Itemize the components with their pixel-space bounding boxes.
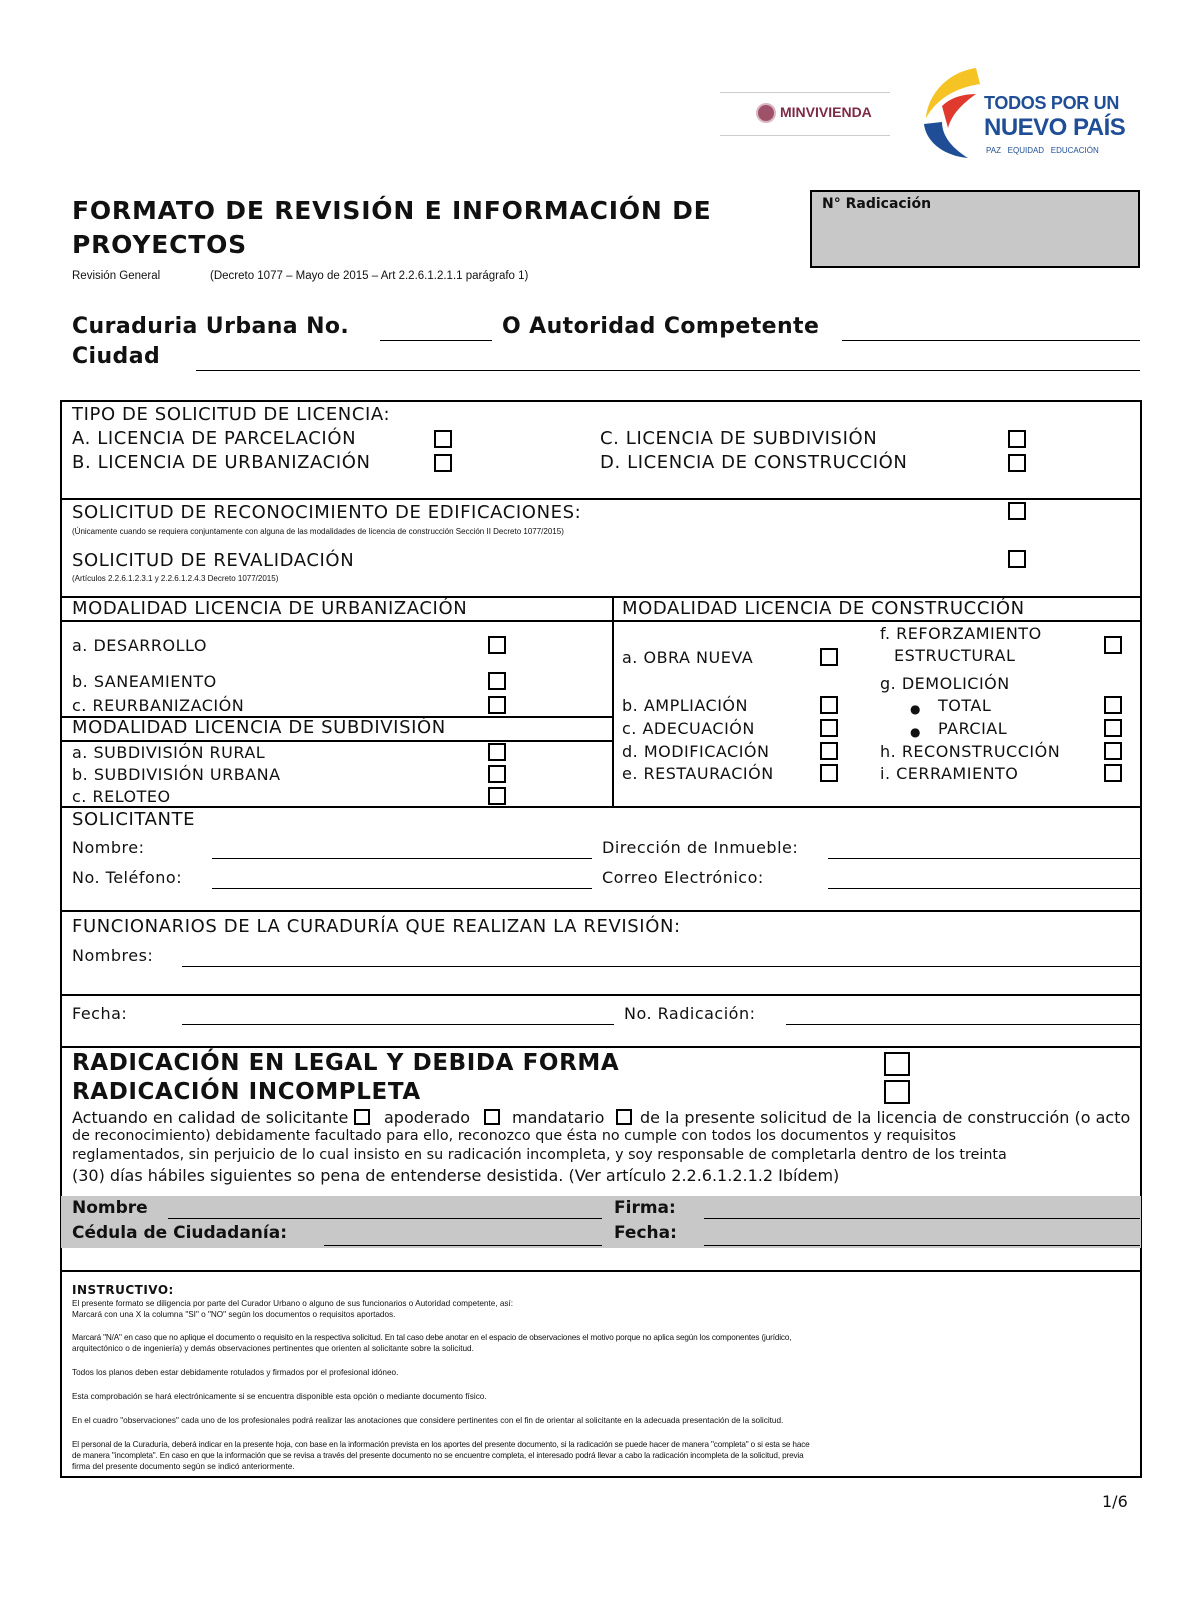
instructivo-line: Esta comprobación se hará electrónicamente si se encuentra disponible esta opción o mediante documento físico. bbox=[72, 1392, 487, 1401]
autoridad-label: O Autoridad Competente bbox=[502, 314, 820, 339]
instructivo-line: En el cuadro "observaciones" cada uno de los profesionales podrá realizar las anotaciones que considere pertinentes con el fin de orientar al solicitante en la adecuada presentación de la solicitud. bbox=[72, 1416, 784, 1425]
radicacion-box-label: N° Radicación bbox=[822, 196, 932, 212]
urbanizacion-saneamiento-checkbox[interactable] bbox=[488, 672, 506, 690]
funcionarios-radicacion-field[interactable] bbox=[786, 1024, 1140, 1025]
firma-fecha-field[interactable] bbox=[704, 1245, 1140, 1246]
subdivision-item: b. SUBDIVISIÓN URBANA bbox=[72, 765, 281, 784]
radicacion-legal-label: RADICACIÓN EN LEGAL Y DEBIDA FORMA bbox=[72, 1050, 620, 1076]
revalidacion-note: (Artículos 2.2.6.1.2.3.1 y 2.2.6.1.2.4.3 Decreto 1077/2015) bbox=[72, 574, 279, 583]
radicacion-p1d: de la presente solicitud de la licencia de construcción (o acto bbox=[640, 1108, 1131, 1127]
bullet-icon: ● bbox=[910, 702, 921, 716]
page-number: 1/6 bbox=[1102, 1492, 1128, 1511]
bullet-icon: ● bbox=[910, 725, 921, 739]
radicacion-p1b: apoderado bbox=[384, 1108, 471, 1127]
mandatario-checkbox[interactable] bbox=[616, 1109, 632, 1125]
construccion-e-label: e. RESTAURACIÓN bbox=[622, 764, 774, 783]
funcionarios-nombres-label: Nombres: bbox=[72, 946, 154, 965]
construccion-b-label: b. AMPLIACIÓN bbox=[622, 696, 748, 715]
reconocimiento-heading: SOLICITUD DE RECONOCIMIENTO DE EDIFICACIONES: bbox=[72, 502, 582, 523]
radicacion-incompleta-label: RADICACIÓN INCOMPLETA bbox=[72, 1079, 421, 1105]
divider bbox=[60, 620, 1142, 622]
tipo-c-checkbox[interactable] bbox=[1008, 430, 1026, 448]
construccion-modificacion-checkbox[interactable] bbox=[820, 742, 838, 760]
minvivienda-seal-icon bbox=[756, 103, 776, 123]
radicacion-legal-checkbox[interactable] bbox=[884, 1052, 910, 1076]
construccion-f1-label: f. REFORZAMIENTO bbox=[880, 624, 1042, 643]
divider bbox=[60, 1046, 1142, 1048]
construccion-a-label: a. OBRA NUEVA bbox=[622, 648, 754, 667]
subdivision-heading: MODALIDAD LICENCIA DE SUBDIVISIÓN bbox=[72, 717, 446, 738]
construccion-f2-label: ESTRUCTURAL bbox=[894, 646, 1016, 665]
construccion-total-label: TOTAL bbox=[938, 696, 992, 715]
firma-cedula-label: Cédula de Ciudadanía: bbox=[72, 1223, 287, 1243]
funcionarios-nombres-field[interactable] bbox=[182, 966, 1140, 967]
subdivision-item: a. SUBDIVISIÓN RURAL bbox=[72, 743, 266, 762]
gov-logo-line3: PAZ EQUIDAD EDUCACIÓN bbox=[986, 146, 1099, 155]
subtitle-revision: Revisión General bbox=[72, 270, 161, 282]
solicitante-role-checkbox[interactable] bbox=[354, 1109, 370, 1125]
subdivision-item: c. RELOTEO bbox=[72, 787, 171, 806]
construccion-h-label: h. RECONSTRUCCIÓN bbox=[880, 742, 1061, 761]
funcionarios-heading: FUNCIONARIOS DE LA CURADURÍA QUE REALIZAN LA REVISIÓN: bbox=[72, 916, 681, 937]
urbanizacion-reurbanizacion-checkbox[interactable] bbox=[488, 696, 506, 714]
construccion-g-label: g. DEMOLICIÓN bbox=[880, 674, 1010, 693]
solicitante-telefono-field[interactable] bbox=[212, 888, 592, 889]
tipo-a-checkbox[interactable] bbox=[434, 430, 452, 448]
reconocimiento-note: (Únicamente cuando se requiera conjuntamente con alguna de las modalidades de licencia de construcción Sección II Decreto 1077/2015) bbox=[72, 527, 564, 536]
firma-nombre-label: Nombre bbox=[72, 1198, 148, 1218]
instructivo-line: de manera "incompleta". En caso en que la información que se revisa a través del presente documento no se encuentre completa, el interesado podrá llevar a cabo la radicación incompleta de la solicitud, previa bbox=[72, 1451, 804, 1460]
curaduria-number-field[interactable] bbox=[380, 340, 492, 341]
firma-cedula-field[interactable] bbox=[324, 1245, 602, 1246]
divider bbox=[60, 740, 612, 742]
urbanizacion-item: c. REURBANIZACIÓN bbox=[72, 696, 245, 715]
minvivienda-text: MINVIVIENDA bbox=[780, 104, 872, 120]
colombia-flag-swoosh-icon bbox=[918, 66, 982, 162]
radicacion-box[interactable] bbox=[810, 190, 1140, 268]
construccion-obra-nueva-checkbox[interactable] bbox=[820, 648, 838, 666]
divider bbox=[60, 910, 1142, 912]
minvivienda-logo bbox=[720, 92, 890, 136]
subdivision-urbana-checkbox[interactable] bbox=[488, 765, 506, 783]
solicitante-direccion-field[interactable] bbox=[828, 858, 1140, 859]
ciudad-label: Ciudad bbox=[72, 344, 161, 369]
firma-nombre-field[interactable] bbox=[168, 1218, 602, 1219]
funcionarios-radicacion-label: No. Radicación: bbox=[624, 1004, 756, 1023]
construccion-ampliacion-checkbox[interactable] bbox=[820, 696, 838, 714]
radicacion-incompleta-checkbox[interactable] bbox=[884, 1080, 910, 1104]
radicacion-p2: de reconocimiento) debidamente facultado para ello, reconozco que ésta no cumple con todos los documentos y requisitos bbox=[72, 1128, 957, 1144]
urbanizacion-desarrollo-checkbox[interactable] bbox=[488, 636, 506, 654]
instructivo-line: El presente formato se diligencia por parte del Curador Urbano o alguno de sus funcionarios o Autoridad competente, así: bbox=[72, 1299, 514, 1308]
autoridad-field[interactable] bbox=[842, 340, 1140, 341]
construccion-restauracion-checkbox[interactable] bbox=[820, 764, 838, 782]
solicitante-nombre-field[interactable] bbox=[212, 858, 592, 859]
subdivision-reloteo-checkbox[interactable] bbox=[488, 787, 506, 805]
tipo-a-label: A. LICENCIA DE PARCELACIÓN bbox=[72, 428, 357, 449]
urbanizacion-heading: MODALIDAD LICENCIA DE URBANIZACIÓN bbox=[72, 598, 468, 619]
solicitante-nombre-label: Nombre: bbox=[72, 838, 145, 857]
page-title: FORMATO DE REVISIÓN E INFORMACIÓN DE PROYECTOS bbox=[72, 196, 712, 259]
construccion-demolicion-parcial-checkbox[interactable] bbox=[1104, 719, 1122, 737]
instructivo-line: Todos los planos deben estar debidamente rotulados y firmados por el profesional idóneo. bbox=[72, 1368, 399, 1377]
solicitante-telefono-label: No. Teléfono: bbox=[72, 868, 183, 887]
gov-logo-line2: NUEVO PAÍS bbox=[984, 114, 1126, 141]
tipo-d-label: D. LICENCIA DE CONSTRUCCIÓN bbox=[600, 452, 908, 473]
radicacion-p3: reglamentados, sin perjuicio de lo cual insisto en su radicación incompleta, y soy responsable de completarla dentro de los treinta bbox=[72, 1147, 1007, 1163]
construccion-d-label: d. MODIFICACIÓN bbox=[622, 742, 770, 761]
firma-firma-label: Firma: bbox=[614, 1198, 676, 1218]
instructivo-line: firma del presente documento según se indicó anteriormente. bbox=[72, 1462, 295, 1471]
subtitle-decreto: (Decreto 1077 – Mayo de 2015 – Art 2.2.6.1.2.1.1 parágrafo 1) bbox=[210, 270, 529, 282]
urbanizacion-item: b. SANEAMIENTO bbox=[72, 672, 217, 691]
radicacion-p4: (30) días hábiles siguientes so pena de entenderse desistida. (Ver artículo 2.2.6.1.2.1.2 Ibídem) bbox=[72, 1166, 840, 1185]
construccion-c-label: c. ADECUACIÓN bbox=[622, 719, 755, 738]
construccion-heading: MODALIDAD LICENCIA DE CONSTRUCCIÓN bbox=[622, 598, 1025, 619]
construccion-reforzamiento-checkbox[interactable] bbox=[1104, 636, 1122, 654]
construccion-adecuacion-checkbox[interactable] bbox=[820, 719, 838, 737]
funcionarios-fecha-label: Fecha: bbox=[72, 1004, 128, 1023]
radicacion-p1c: mandatario bbox=[512, 1108, 605, 1127]
divider bbox=[60, 1270, 1142, 1272]
divider bbox=[60, 994, 1142, 996]
solicitante-correo-field[interactable] bbox=[828, 888, 1140, 889]
construccion-demolicion-total-checkbox[interactable] bbox=[1104, 696, 1122, 714]
instructivo-line: El personal de la Curaduría, deberá indicar en la presente hoja, con base en la información prevista en los aportes del presente documento, si la radicación se puede hacer de manera "completa" o si esta se hace bbox=[72, 1440, 810, 1449]
subdivision-rural-checkbox[interactable] bbox=[488, 743, 506, 761]
tipo-d-checkbox[interactable] bbox=[1008, 454, 1026, 472]
divider bbox=[612, 596, 614, 806]
construccion-i-label: i. CERRAMIENTO bbox=[880, 764, 1019, 783]
tipo-b-checkbox[interactable] bbox=[434, 454, 452, 472]
instructivo-heading: INSTRUCTIVO: bbox=[72, 1283, 174, 1297]
instructivo-line: Marcará "N/A" en caso que no aplique el documento o requisito en la respectiva solicitud. En tal caso debe anotar en el espacio de observaciones el motivo porque no aplica según los componentes (jurídico, bbox=[72, 1333, 792, 1342]
construccion-reconstruccion-checkbox[interactable] bbox=[1104, 742, 1122, 760]
instructivo-line: Marcará con una X la columna "SI" o "NO" según los documentos o requisitos aportados. bbox=[72, 1310, 396, 1319]
revalidacion-heading: SOLICITUD DE REVALIDACIÓN bbox=[72, 550, 355, 571]
solicitante-direccion-label: Dirección de Inmueble: bbox=[602, 838, 799, 857]
funcionarios-fecha-field[interactable] bbox=[182, 1024, 614, 1025]
urbanizacion-item: a. DESARROLLO bbox=[72, 636, 207, 655]
revalidacion-checkbox[interactable] bbox=[1008, 550, 1026, 568]
tipo-b-label: B. LICENCIA DE URBANIZACIÓN bbox=[72, 452, 371, 473]
construccion-parcial-label: PARCIAL bbox=[938, 719, 1008, 738]
curaduria-label: Curaduria Urbana No. bbox=[72, 314, 350, 339]
construccion-cerramiento-checkbox[interactable] bbox=[1104, 764, 1122, 782]
tipo-c-label: C. LICENCIA DE SUBDIVISIÓN bbox=[600, 428, 878, 449]
instructivo-line: arquitectónico o de ingeniería) y demás observaciones pertinentes que orienten al solicitante sobre la solicitud. bbox=[72, 1344, 474, 1353]
reconocimiento-checkbox[interactable] bbox=[1008, 502, 1026, 520]
ciudad-field[interactable] bbox=[196, 370, 1140, 371]
firma-firma-field[interactable] bbox=[704, 1218, 1140, 1219]
tipo-heading: TIPO DE SOLICITUD DE LICENCIA: bbox=[72, 404, 391, 425]
gov-logo-line1: TODOS POR UN bbox=[984, 93, 1120, 113]
divider bbox=[60, 806, 1142, 808]
gov-logo bbox=[918, 66, 1138, 162]
divider bbox=[60, 498, 1142, 500]
apoderado-checkbox[interactable] bbox=[484, 1109, 500, 1125]
solicitante-correo-label: Correo Electrónico: bbox=[602, 868, 764, 887]
solicitante-heading: SOLICITANTE bbox=[72, 809, 196, 830]
firma-fecha-label: Fecha: bbox=[614, 1223, 677, 1243]
radicacion-p1a: Actuando en calidad de solicitante bbox=[72, 1108, 349, 1127]
